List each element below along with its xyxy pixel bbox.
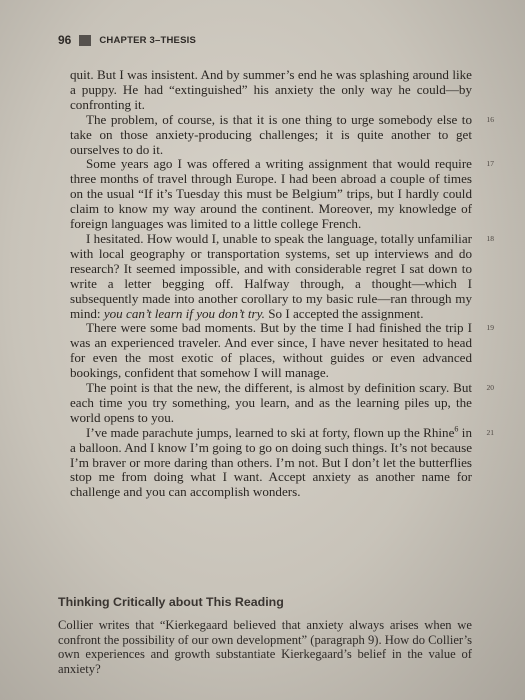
paragraph-text: I’ve made parachute jumps, learned to ski at forty, flown up the Rhine	[86, 424, 455, 440]
critical-thinking-section	[58, 595, 472, 676]
paragraph-italic-text: you can’t learn if you don’t try.	[103, 305, 265, 321]
paragraph-text-end: So I accepted the assignment.	[264, 305, 424, 321]
paragraph-18	[70, 230, 494, 321]
discussion-question: Collier writes that “Kierkegaard believed that anxiety always arises when we confront the possibility of our own development” (paragraph 9). How do Collier’s own experiences and growth substantiate Kierkegaard’s belief in the value of anxiety?	[58, 618, 472, 676]
paragraph-17	[70, 156, 494, 232]
paragraph-number: 21	[486, 427, 494, 437]
paragraph-number: 18	[486, 233, 494, 243]
paragraph-19	[70, 320, 494, 381]
paragraph-number: 17	[486, 159, 494, 169]
paragraph-continued	[70, 68, 472, 113]
paragraph-20	[70, 380, 494, 426]
paragraph-text: The problem, of course, is that it is one thing to urge somebody else to take on those anxiety-producing challenges; it is quite another to get ourselves to do it.	[70, 111, 472, 157]
paragraph-text: Some years ago I was offered a writing assignment that would require three months of travel through Europe. I had been abroad a couple of times on the usual “If it’s Tuesday this must be Belgium” trips, but I hardly could claim to know my way around the continent. Moreover, my knowledge of foreign languages was limited to a little college French.	[70, 156, 472, 232]
page-number: 96	[58, 33, 72, 47]
paragraph-text: The point is that the new, the different, is almost by definition scary. But each time you try something, you learn, and as the learning piles up, the world opens to you.	[70, 380, 472, 425]
paragraph-number: 19	[486, 323, 494, 333]
header-square-icon	[79, 35, 91, 46]
running-header	[58, 33, 196, 47]
paragraph-21	[70, 424, 494, 501]
paragraph-text-end: in a balloon. And I know I’m going to go on doing such things. It’s not because I’m braver or more daring than others. I’m not. But I don’t let the butterflies stop me from doing what I want. Accept anxiety as another name for challenge and you can accomplish wonders.	[70, 424, 472, 500]
paragraph-16	[70, 111, 494, 158]
paragraph-number: 20	[486, 383, 494, 393]
footnote-marker: 6	[454, 424, 459, 434]
chapter-title: CHAPTER 3–THESIS	[99, 34, 196, 46]
paragraph-number: 16	[486, 114, 494, 124]
paragraph-text: There were some bad moments. But by the time I had finished the trip I was an experienced traveler. And ever since, I have never hesitated to head for even the most exotic of places, without guides or even advanced bookings, confident that somehow I will manage.	[70, 320, 472, 381]
section-heading: Thinking Critically about This Reading	[58, 595, 284, 609]
paragraph-text: I hesitated. How would I, unable to speak the language, totally unfamiliar with local geography or transportation systems, set up interviews and do research? It seemed impossible, and with considerable regret I sat down to write a letter begging off. Halfway through, a thought—which I subsequently made into another corollary to my basic rule—ran through my mind:	[70, 230, 472, 321]
paragraph-text: quit. But I was insistent. And by summer’s end he was splashing around like a puppy. He had “extinguished” his anxiety the only way he could—by confronting it.	[70, 67, 472, 112]
essay-body	[70, 67, 494, 500]
